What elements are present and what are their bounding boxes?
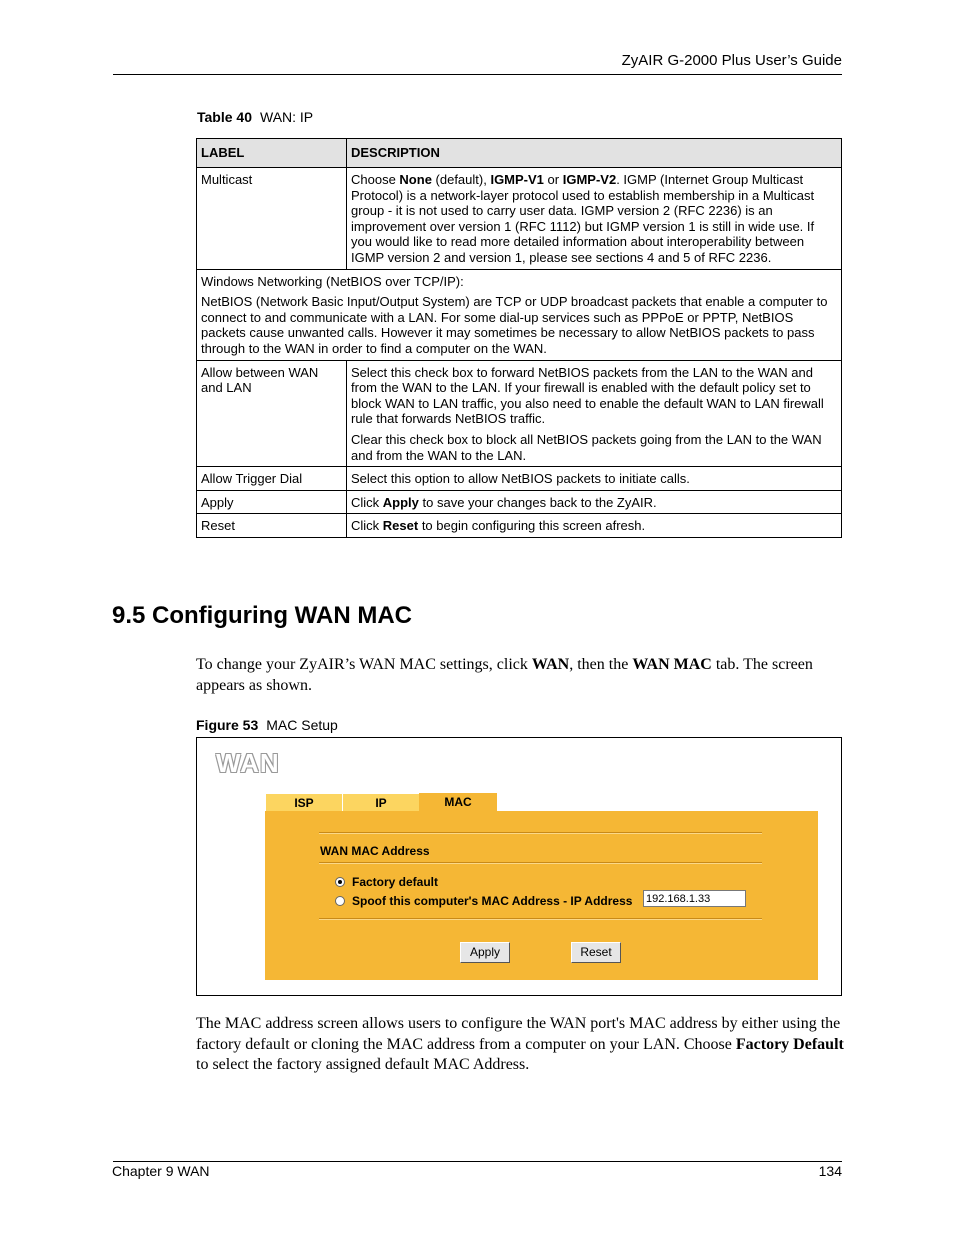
tab-ip[interactable]: IP bbox=[342, 793, 419, 812]
col-label-header: LABEL bbox=[197, 139, 347, 168]
screen-title: WAN bbox=[216, 748, 280, 778]
factory-default-radio[interactable] bbox=[335, 877, 345, 887]
mac-setup-screenshot bbox=[196, 737, 842, 996]
row-desc-allow-between: Select this check box to forward NetBIOS packets from the LAN to the WAN and from the WAN to the LAN. If your firewall is enabled with the default policy set to block WAN to LAN traffic, you also need to enable the default WAN to LAN firewall rule that forwards NetBIOS traffic. Clear this check box to block all NetBIOS packets going from the LAN to the WAN and from the WAN to the LAN. bbox=[347, 360, 842, 467]
table-caption-label: Table 40 bbox=[197, 109, 252, 125]
spoof-mac-option[interactable] bbox=[335, 894, 632, 908]
tab-mac[interactable]: MAC bbox=[419, 793, 497, 812]
row-desc-allow-trigger: Select this option to allow NetBIOS packets to initiate calls. bbox=[347, 467, 842, 491]
table-caption bbox=[197, 109, 313, 125]
ip-address-input[interactable]: 192.168.1.33 bbox=[643, 890, 746, 907]
row-desc-multicast: Choose None (default), IGMP-V1 or IGMP-V2. IGMP (Internet Group Multicast Protocol) is a network-layer protocol used to establish membership in a Multicast group - it is not used to carry user data. IGMP version 2 (RFC 2236) is an improvement over version 1 (RFC 1112) but IGMP version 1 is still in wide use. If you would like to read more detailed information about interoperability between IGMP version 2 and version 1, please see sections 4 and 5 of RFC 2236. bbox=[347, 168, 842, 270]
table-header-row bbox=[197, 139, 842, 168]
apply-button[interactable]: Apply bbox=[460, 942, 510, 963]
row-desc-apply: Click Apply to save your changes back to the ZyAIR. bbox=[347, 490, 842, 514]
table-row bbox=[197, 490, 842, 514]
row-desc-reset: Click Reset to begin configuring this screen afresh. bbox=[347, 514, 842, 538]
netbios-text: NetBIOS (Network Basic Input/Output System) are TCP or UDP broadcast packets that enable a computer to connect to and communicate with a LAN. For some dial-up services such as PPPoE or PPTP, NetBIOS packets cause unwanted calls. However it may sometimes be necessary to allow NetBIOS packets to pass through to the WAN in order to find a computer on the WAN. bbox=[201, 294, 828, 356]
divider bbox=[319, 918, 762, 920]
table-caption-text: WAN: IP bbox=[260, 109, 314, 125]
table-row bbox=[197, 360, 842, 467]
row-label-reset: Reset bbox=[197, 514, 347, 538]
guide-title: ZyAIR G-2000 Plus User’s Guide bbox=[621, 52, 842, 69]
factory-default-label: Factory default bbox=[352, 875, 439, 889]
figure-caption-label: Figure 53 bbox=[196, 717, 259, 733]
factory-default-option[interactable] bbox=[335, 875, 438, 889]
figure-caption-text: MAC Setup bbox=[266, 717, 338, 733]
closing-paragraph: The MAC address screen allows users to configure the WAN port's MAC address by either using the factory default or cloning the MAC address from a computer on your LAN. Choose Factory Default to select the factory assigned default MAC Address. bbox=[196, 1015, 844, 1073]
table-row bbox=[197, 467, 842, 491]
row-label-allow-between: Allow between WAN and LAN bbox=[197, 360, 347, 467]
spoof-mac-label: Spoof this computer's MAC Address - IP Address bbox=[352, 894, 633, 908]
row-netbios bbox=[197, 269, 842, 360]
spoof-mac-radio[interactable] bbox=[335, 896, 345, 906]
figure-caption bbox=[196, 717, 338, 733]
table-row bbox=[197, 514, 842, 538]
mac-panel bbox=[265, 811, 818, 980]
intro-paragraph: To change your ZyAIR’s WAN MAC settings, click WAN, then the WAN MAC tab. The screen appears as shown. bbox=[196, 656, 813, 694]
table-row bbox=[197, 269, 842, 360]
footer-chapter: Chapter 9 WAN bbox=[112, 1163, 210, 1179]
header-rule bbox=[113, 74, 842, 75]
wan-ip-table bbox=[196, 138, 842, 538]
footer-page-number: 134 bbox=[818, 1163, 842, 1179]
tab-isp[interactable]: ISP bbox=[265, 793, 342, 812]
footer-rule bbox=[113, 1161, 842, 1162]
section-title: 9.5 Configuring WAN MAC bbox=[112, 602, 412, 629]
table-row bbox=[197, 168, 842, 270]
reset-button[interactable]: Reset bbox=[571, 942, 621, 963]
divider bbox=[319, 862, 762, 864]
row-label-allow-trigger: Allow Trigger Dial bbox=[197, 467, 347, 491]
wan-mac-address-label: WAN MAC Address bbox=[320, 844, 430, 858]
row-label-multicast: Multicast bbox=[197, 168, 347, 270]
col-description-header: DESCRIPTION bbox=[347, 139, 842, 168]
row-label-apply: Apply bbox=[197, 490, 347, 514]
divider bbox=[319, 832, 762, 834]
netbios-heading: Windows Networking (NetBIOS over TCP/IP): bbox=[201, 273, 464, 289]
